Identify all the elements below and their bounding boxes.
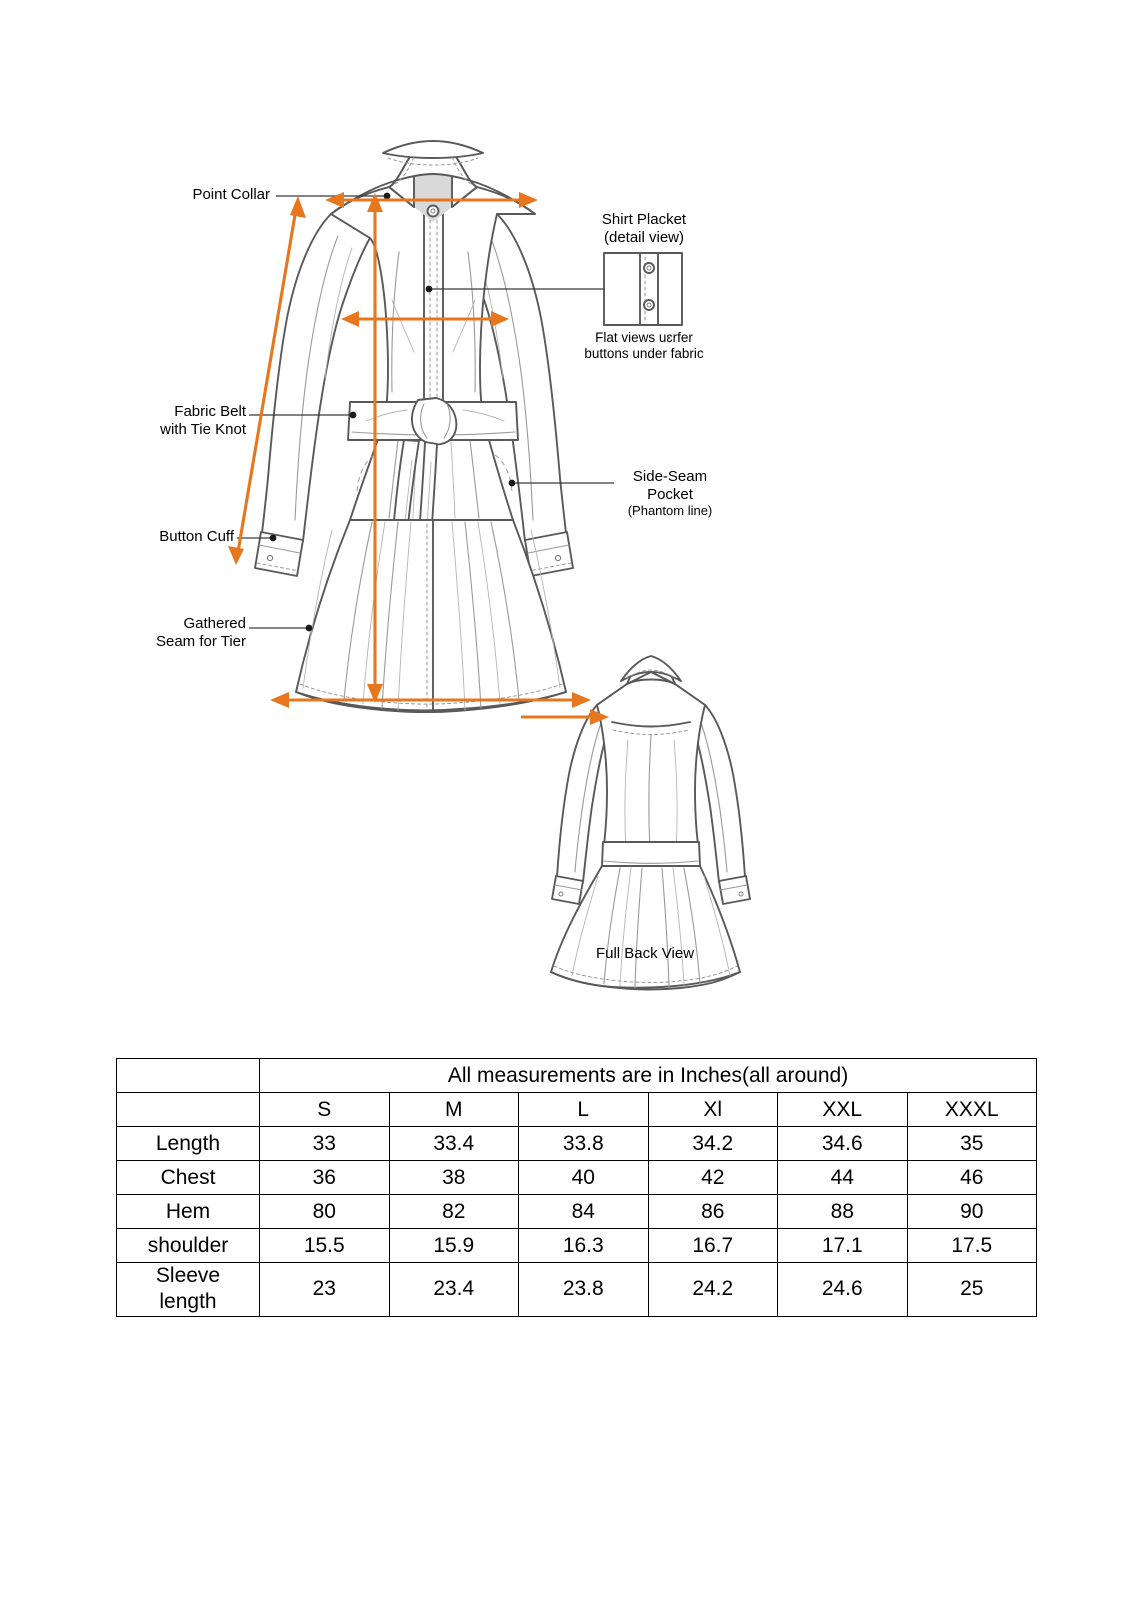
- callout-side-seam-pocket-line3: (Phantom line): [627, 503, 713, 519]
- cell-hem-xl: 86: [648, 1195, 778, 1229]
- cell-length-xl: 34.2: [648, 1127, 778, 1161]
- cell-chest-m: 38: [389, 1161, 519, 1195]
- table-header-row: [117, 1093, 1037, 1127]
- size-header-xl: Xl: [648, 1093, 778, 1127]
- row-label-sleeve-length: [117, 1263, 260, 1317]
- back-view-group: [551, 656, 750, 990]
- size-header-l: L: [519, 1093, 649, 1127]
- cell-chest-l: 40: [519, 1161, 649, 1195]
- size-header-xxxl: XXXL: [907, 1093, 1037, 1127]
- callout-point-collar-label: Point Collar: [192, 186, 270, 203]
- cell-chest-xxl: 44: [778, 1161, 908, 1195]
- size-chart-table: [116, 1058, 1037, 1317]
- cell-shoulder-m: 15.9: [389, 1229, 519, 1263]
- table-row: [117, 1161, 1037, 1195]
- table-row: [117, 1195, 1037, 1229]
- size-header-s: S: [260, 1093, 390, 1127]
- header-corner-cell: [117, 1093, 260, 1127]
- callout-gathered-seam-line1: Gathered: [183, 615, 246, 632]
- row-label-sleeve-line1: Sleeve: [155, 1264, 221, 1287]
- row-label-hem: Hem: [117, 1195, 260, 1229]
- callout-full-back-view-label: Full Back View: [595, 945, 695, 962]
- cell-shoulder-l: 16.3: [519, 1229, 649, 1263]
- row-label-chest: Chest: [117, 1161, 260, 1195]
- cell-length-s: 33: [260, 1127, 390, 1161]
- callout-button-cuff-label: Button Cuff: [159, 528, 234, 545]
- callout-side-seam-pocket-line1: Side-Seam: [632, 468, 708, 485]
- callout-placket-note: [570, 330, 718, 362]
- callout-shirt-placket: [586, 211, 702, 246]
- table-row: [117, 1127, 1037, 1161]
- size-header-m: M: [389, 1093, 519, 1127]
- callout-fabric-belt: [60, 403, 246, 438]
- table-row: [117, 1229, 1037, 1263]
- row-label-length: Length: [117, 1127, 260, 1161]
- cell-chest-s: 36: [260, 1161, 390, 1195]
- callout-fabric-belt-line2: with Tie Knot: [160, 420, 246, 438]
- cell-chest-xl: 42: [648, 1161, 778, 1195]
- row-label-shoulder: shoulder: [117, 1229, 260, 1263]
- cell-length-l: 33.8: [519, 1127, 649, 1161]
- cell-hem-xxl: 88: [778, 1195, 908, 1229]
- cell-sleeve-l: 23.8: [519, 1263, 649, 1317]
- callout-placket-note-line2: buttons under fabric: [584, 345, 704, 361]
- shirt-placket-detail: [604, 253, 682, 325]
- cell-shoulder-xxl: 17.1: [778, 1229, 908, 1263]
- cell-hem-m: 82: [389, 1195, 519, 1229]
- cell-hem-s: 80: [260, 1195, 390, 1229]
- callout-fabric-belt-line1: Fabric Belt: [174, 403, 246, 420]
- front-view-group: [255, 141, 573, 712]
- callout-gathered-seam-line2: Seam for Tier: [155, 632, 246, 650]
- callout-shirt-placket-line1: Shirt Placket: [601, 211, 687, 228]
- table-row: [117, 1263, 1037, 1317]
- cell-length-xxl: 34.6: [778, 1127, 908, 1161]
- cell-sleeve-s: 23: [260, 1263, 390, 1317]
- size-header-xxl: XXL: [778, 1093, 908, 1127]
- callout-shirt-placket-line2: (detail view): [603, 228, 685, 246]
- table-banner-row: [117, 1059, 1037, 1093]
- cell-shoulder-s: 15.5: [260, 1229, 390, 1263]
- size-chart: [116, 1058, 1036, 1317]
- callout-button-cuff: [58, 528, 234, 546]
- cell-shoulder-xxxl: 17.5: [907, 1229, 1037, 1263]
- measurements-banner: All measurements are in Inches(all around): [260, 1059, 1037, 1093]
- callout-side-seam-pocket-line2: Pocket: [647, 485, 693, 503]
- cell-sleeve-xxl: 24.6: [778, 1263, 908, 1317]
- cell-sleeve-m: 23.4: [389, 1263, 519, 1317]
- cell-shoulder-xl: 16.7: [648, 1229, 778, 1263]
- row-label-sleeve-line2: length: [159, 1290, 217, 1314]
- callout-full-back-view: [560, 945, 730, 963]
- banner-corner-cell: [117, 1059, 260, 1093]
- cell-chest-xxxl: 46: [907, 1161, 1037, 1195]
- callout-placket-note-line1: Flat views uɛrfer: [595, 330, 693, 345]
- callout-side-seam-pocket: [618, 468, 722, 519]
- callout-point-collar: [80, 186, 270, 204]
- cell-hem-xxxl: 90: [907, 1195, 1037, 1229]
- cell-length-xxxl: 35: [907, 1127, 1037, 1161]
- cell-hem-l: 84: [519, 1195, 649, 1229]
- cell-sleeve-xl: 24.2: [648, 1263, 778, 1317]
- cell-length-m: 33.4: [389, 1127, 519, 1161]
- cell-sleeve-xxxl: 25: [907, 1263, 1037, 1317]
- callout-gathered-seam: [60, 615, 246, 650]
